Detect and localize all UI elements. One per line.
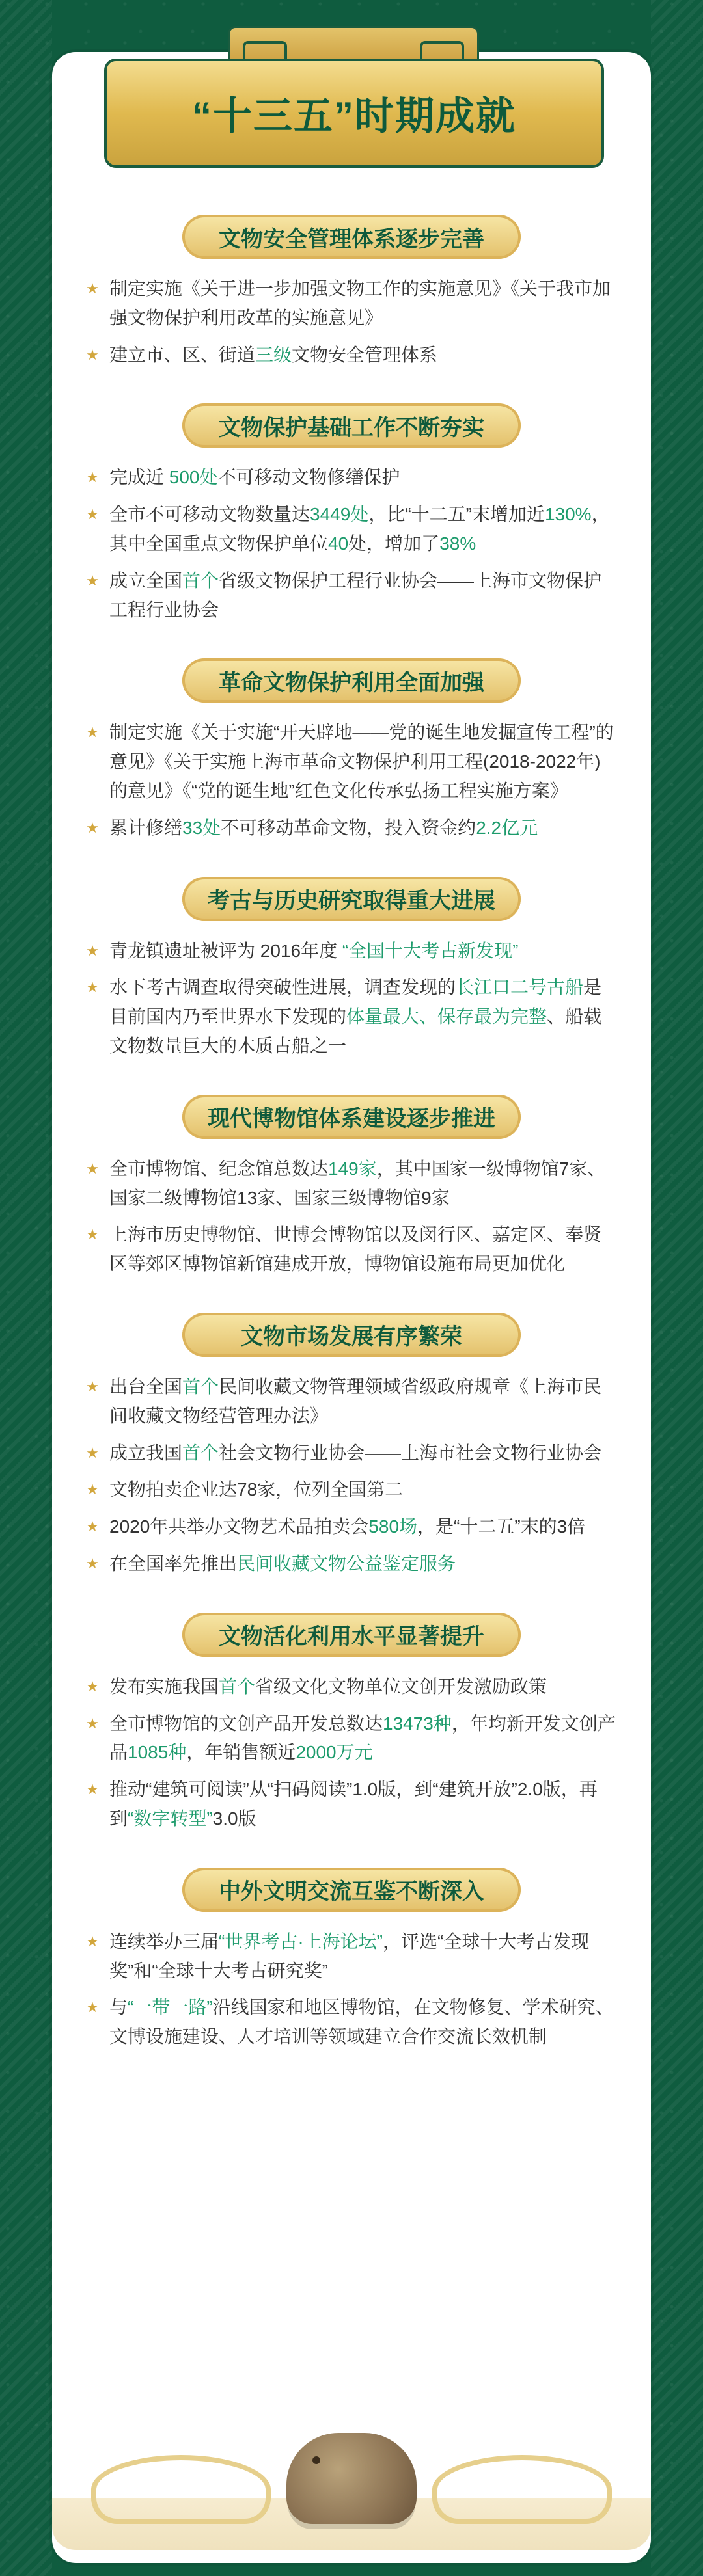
text-segment: 出台全国 <box>109 1376 183 1397</box>
bullet-text <box>109 275 618 333</box>
highlight-text: 149家 <box>328 1158 377 1179</box>
text-segment: ，年均新开发文创产品 <box>109 1713 616 1763</box>
bullet-text <box>109 1927 618 1986</box>
star-icon: ★ <box>86 1555 99 1572</box>
bullet-item <box>85 567 618 625</box>
bullet-text <box>109 814 618 843</box>
bullet-text <box>109 1512 618 1542</box>
bullet-item <box>85 341 618 370</box>
bullet-text <box>109 341 618 370</box>
highlight-text: 580场 <box>368 1516 418 1537</box>
bullet-item <box>85 1927 618 1986</box>
text-segment: 全市不可移动文物数量达 <box>109 504 310 525</box>
bullet-item <box>85 1475 618 1505</box>
bullet-item <box>85 500 618 559</box>
text-segment: 在全国率先推出 <box>109 1553 238 1574</box>
bullet-text <box>109 463 618 492</box>
text-segment: 上海市历史博物馆、世博会博物馆以及闵行区、嘉定区、奉贤区等郊区博物馆新馆建成开放，博物馆设施布局更加优化 <box>109 1224 602 1274</box>
star-icon: ★ <box>86 1518 99 1535</box>
star-icon: ★ <box>86 1678 99 1695</box>
bullet-item <box>85 1439 618 1468</box>
highlight-text: 40 <box>328 533 349 554</box>
bullet-item <box>85 1220 618 1279</box>
bullet-text <box>109 1220 618 1279</box>
star-icon: ★ <box>86 469 99 486</box>
star-icon: ★ <box>86 1715 99 1732</box>
bullet-item <box>85 1710 618 1768</box>
highlight-text: 2000万元 <box>296 1742 373 1763</box>
bullet-item <box>85 1993 618 2052</box>
text-segment: 3.0版 <box>212 1808 256 1829</box>
bullet-text <box>109 1475 618 1505</box>
highlight-text: 130% <box>544 504 592 525</box>
bullet-text <box>109 718 618 805</box>
text-segment: ，评选“全球十大考古发现奖”和“全球十大考古研究奖” <box>109 1931 590 1981</box>
bullet-item <box>85 1550 618 1579</box>
bullet-text <box>109 1672 618 1702</box>
star-icon: ★ <box>86 506 99 523</box>
text-segment: 连续举办三届 <box>109 1931 219 1952</box>
text-segment: 文物安全管理体系 <box>292 344 438 365</box>
section <box>85 1095 618 1279</box>
bullet-text <box>109 1710 618 1768</box>
highlight-text: 首个 <box>219 1676 256 1697</box>
text-segment: 与 <box>109 1997 128 2018</box>
star-icon: ★ <box>86 572 99 589</box>
text-segment: 省级文物保护工程行业协会——上海市文物保护工程行业协会 <box>109 570 602 620</box>
text-segment: 成立全国 <box>109 570 183 591</box>
highlight-text: 民间收藏文物公益鉴定服务 <box>237 1553 456 1574</box>
bullet-text <box>109 1373 618 1431</box>
text-segment: 青龙镇遗址被评为 2016年度 <box>109 940 342 961</box>
star-icon: ★ <box>86 1481 99 1498</box>
section <box>85 1868 618 2052</box>
section-title: 中外文明交流互鉴不断深入 <box>182 1868 521 1912</box>
text-segment: 2020年共举办文物艺术品拍卖会 <box>109 1516 369 1537</box>
bullet-item <box>85 718 618 805</box>
section <box>85 1313 618 1579</box>
bullet-item <box>85 1155 618 1213</box>
text-segment: 、船载文物数量巨大的木质古船之一 <box>109 1006 602 1056</box>
section-title: 文物活化利用水平显著提升 <box>182 1613 521 1657</box>
star-icon: ★ <box>86 1933 99 1950</box>
section <box>85 1613 618 1834</box>
bullet-item <box>85 937 618 966</box>
highlight-text: 13473种 <box>383 1713 452 1734</box>
star-icon: ★ <box>86 942 99 959</box>
text-segment: 省级文化文物单位文创开发激励政策 <box>255 1676 547 1697</box>
cloud-ornament-left-icon <box>91 2455 271 2524</box>
sections-container <box>85 215 618 2086</box>
star-icon: ★ <box>86 979 99 996</box>
highlight-text: 33处 <box>182 817 221 838</box>
text-segment: 不可移动文物修缮保护 <box>217 467 400 488</box>
bullet-item <box>85 1672 618 1702</box>
text-segment: 处，增加了 <box>348 533 440 554</box>
text-segment: 文物拍卖企业达78家，位列全国第二 <box>109 1479 404 1500</box>
section <box>85 877 618 1061</box>
highlight-text: “全国十大考古新发现” <box>342 940 519 961</box>
star-icon: ★ <box>86 346 99 363</box>
text-segment: ，其中国家一级博物馆7家、国家二级博物馆13家、国家三级博物馆9家 <box>109 1158 606 1208</box>
bullet-text <box>109 973 618 1060</box>
artifact-figurine-icon <box>286 2433 417 2524</box>
page-title: “十三五”时期成就 <box>192 94 516 138</box>
bullet-item <box>85 463 618 492</box>
star-icon: ★ <box>86 280 99 297</box>
section-title: 文物保护基础工作不断夯实 <box>182 403 521 448</box>
text-segment: 制定实施《关于进一步加强文物工作的实施意见》《关于我市加强文物保护利用改革的实施意见》 <box>109 278 611 328</box>
star-icon: ★ <box>86 1378 99 1395</box>
star-icon: ★ <box>86 1444 99 1461</box>
highlight-text: “数字转型” <box>128 1808 213 1829</box>
text-segment: ，是“十二五”末的3倍 <box>417 1516 586 1537</box>
star-icon: ★ <box>86 724 99 741</box>
section-title: 文物市场发展有序繁荣 <box>182 1313 521 1357</box>
highlight-text: “一带一路” <box>128 1997 213 2018</box>
highlight-text: “世界考古·上海论坛” <box>219 1931 383 1952</box>
bullet-text <box>109 1993 618 2052</box>
highlight-text: 首个 <box>182 1442 219 1463</box>
highlight-text: 首个 <box>182 570 219 591</box>
bullet-text <box>109 567 618 625</box>
text-segment: 水下考古调查取得突破性进展，调查发现的 <box>109 977 456 998</box>
bullet-text <box>109 1439 618 1468</box>
text-segment: ，年销售额近 <box>186 1742 296 1763</box>
text-segment: 民间收藏文物管理领域省级政府规章《上海市民间收藏文物经营管理办法》 <box>109 1376 602 1426</box>
section-title: 考古与历史研究取得重大进展 <box>182 877 521 921</box>
text-segment: 发布实施我国 <box>109 1676 219 1697</box>
bullet-item <box>85 973 618 1060</box>
star-icon: ★ <box>86 1781 99 1798</box>
highlight-text: 3449处 <box>310 504 369 525</box>
highlight-text: 38% <box>439 533 476 554</box>
highlight-text: 500处 <box>169 467 218 488</box>
highlight-text: 体量最大、保存最为完整 <box>346 1006 547 1027</box>
text-segment: 沿线国家和地区博物馆，在文物修复、学术研究、文博设施建设、人才培训等领域建立合作交流长效机制 <box>109 1997 614 2047</box>
text-segment: 全市博物馆的文创产品开发总数达 <box>109 1713 383 1734</box>
bullet-text <box>109 500 618 559</box>
header-banner <box>104 59 604 168</box>
text-segment: 推动“建筑可阅读”从“扫码阅读”1.0版，到“建筑开放”2.0版，再到 <box>109 1779 598 1829</box>
section <box>85 215 618 369</box>
bullet-item <box>85 275 618 333</box>
bullet-text <box>109 1550 618 1579</box>
left-border-pattern <box>0 0 52 2576</box>
star-icon: ★ <box>86 1999 99 2016</box>
highlight-text: 三级 <box>255 344 292 365</box>
bullet-item <box>85 1512 618 1542</box>
bullet-item <box>85 1775 618 1834</box>
highlight-text: 2.2亿元 <box>476 817 538 838</box>
bullet-text <box>109 1775 618 1834</box>
star-icon: ★ <box>86 1160 99 1177</box>
text-segment: 全市博物馆、纪念馆总数达 <box>109 1158 329 1179</box>
text-segment: 完成近 <box>109 467 169 488</box>
section <box>85 403 618 624</box>
bottom-decoration <box>52 2381 651 2550</box>
text-segment: 是目前国内乃至世界水下发现的 <box>109 977 602 1027</box>
star-icon: ★ <box>86 1226 99 1243</box>
highlight-text: 1085种 <box>128 1742 187 1763</box>
bullet-item <box>85 814 618 843</box>
text-segment: ，其中全国重点文物保护单位 <box>109 504 610 554</box>
highlight-text: 长江口二号古船 <box>456 977 584 998</box>
section-title: 现代博物馆体系建设逐步推进 <box>182 1095 521 1139</box>
text-segment: ，比“十二五”末增加近 <box>368 504 545 525</box>
section-title: 革命文物保护利用全面加强 <box>182 658 521 703</box>
text-segment: 社会文物行业协会——上海市社会文物行业协会 <box>219 1442 602 1463</box>
highlight-text: 首个 <box>182 1376 219 1397</box>
text-segment: 累计修缮 <box>109 817 183 838</box>
cloud-ornament-right-icon <box>432 2455 612 2524</box>
bullet-item <box>85 1373 618 1431</box>
text-segment: 成立我国 <box>109 1442 183 1463</box>
text-segment: 制定实施《关于实施“开天辟地——党的诞生地发掘宣传工程”的意见》《关于实施上海市革命文物保护利用工程(2018-2022年)的意见》《“党的诞生地”红色文化传承弘扬工程实施方案》 <box>109 722 614 801</box>
bullet-text <box>109 937 618 966</box>
right-border-pattern <box>651 0 703 2576</box>
star-icon: ★ <box>86 819 99 836</box>
section-title: 文物安全管理体系逐步完善 <box>182 215 521 259</box>
text-segment: 不可移动革命文物，投入资金约 <box>221 817 476 838</box>
bullet-text <box>109 1155 618 1213</box>
text-segment: 建立市、区、街道 <box>109 344 256 365</box>
section <box>85 658 618 842</box>
